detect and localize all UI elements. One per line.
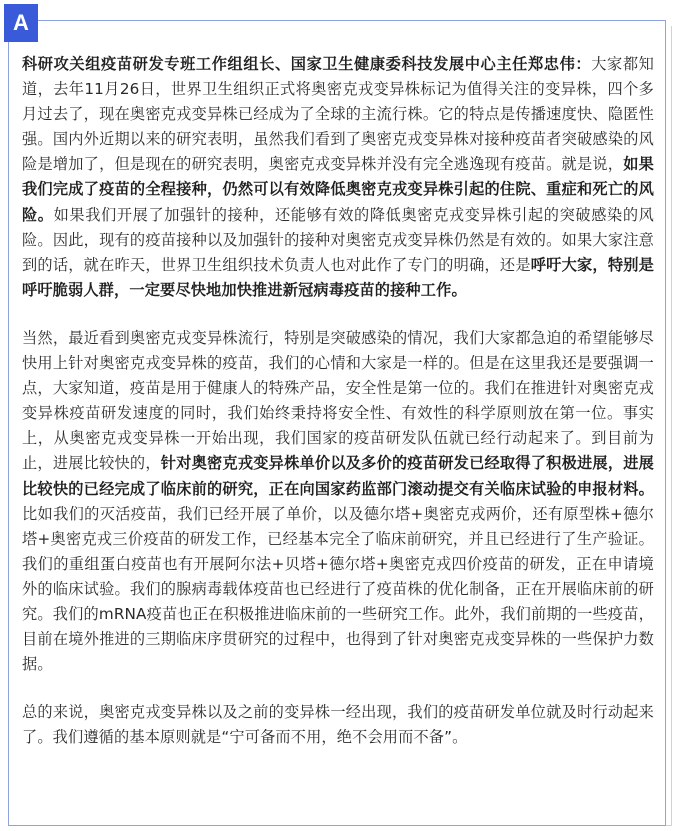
text-span: 比如我们的灭活疫苗，我们已经开展了单价，以及德尔塔+奥密克戎两价，还有原型株+德尔塔+奥密克戎三价疫苗的研发工作，已经基本完全了临床前研究，并且已经进行了生产验证。我们的重组蛋白疫苗也有开展阿尔法+贝塔+德尔塔+奥密克戎四价疫苗的研发，正在申请境外的临床试验。我们的腺病毒载体疫苗也已经进行了疫苗株的优化制备，正在开展临床前的研究。我们的mRNA疫苗也正在积极推进临床前的一些研究工作。此外，我们前期的一些疫苗，目前在境外推进的三期临床序贯研究的过程中，也得到了针对奥密克戎变异株的一些保护力数据。 [22, 504, 654, 674]
paragraph [22, 326, 654, 677]
article-body [22, 52, 654, 773]
text-span: 大家都知道，去年11月26日，世界卫生组织正式将奥密克戎变异株标记为值得关注的变异株，四个多月过去了，现在奥密克戎变异株已经成为了全球的主流行株。它的特点是传播速度快、隐匿性强。国内外近期以来的研究表明，虽然我们看到了奥密克戎变异株对接种疫苗者突破感染的风险是增加了，但是现在的研究表明，奥密克戎变异株并没有完全逃逸现有疫苗。就是说， [22, 55, 654, 174]
paragraph [22, 52, 654, 303]
text-span: 如果我们开展了加强针的接种，还能够有效的降低奥密克戎变异株引起的突破感染的风险。因此，现有的疫苗接种以及加强针的接种对奥密克戎变异株仍然是有效的。如果大家注意到的话，就在昨天，世界卫生组织技术负责人也对此作了专门的明确，还是 [22, 205, 654, 274]
text-span: 当然，最近看到奥密克戎变异株流行，特别是突破感染的情况，我们大家都急迫的希望能够尽快用上针对奥密克戎变异株的疫苗，我们的心情和大家是一样的。但是在这里我还是要强调一点，大家知道，疫苗是用于健康人的特殊产品，安全性是第一位的。我们在推进针对奥密克戎变异株疫苗研发速度的同时，我们始终秉持将安全性、有效性的科学原则放在第一位。事实上，从奥密克戎变异株一开始出现，我们国家的疫苗研发队伍就已经行动起来了。到目前为止，进展比较快的， [22, 328, 654, 473]
paragraph [22, 700, 654, 750]
speaker-title: 科研攻关组疫苗研发专班工作组组长、国家卫生健康委科技发展中心主任郑忠伟： [22, 55, 592, 73]
emphasis-span: 如果我们完成了疫苗的全程接种，仍然可以有效降低奥密克戎变异株引起的住院、重症和死亡的风险。 [22, 155, 654, 224]
emphasis-span: 呼吁大家，特别是呼吁脆弱人群，一定要尽快地加快推进新冠病毒疫苗的接种工作。 [22, 255, 655, 299]
emphasis-span: 针对奥密克戎变异株单价以及多价的疫苗研发已经取得了积极进展，进展比较快的已经完成了临床前的研究，正在向国家药监部门滚动提交有关临床试验的申报材料。 [22, 454, 654, 498]
section-badge: A [4, 4, 38, 42]
text-span: 总的来说，奥密克戎变异株以及之前的变异株一经出现，我们的疫苗研发单位就及时行动起来了。我们遵循的基本原则就是“宁可备而不用，绝不会用而不备”。 [22, 703, 654, 747]
